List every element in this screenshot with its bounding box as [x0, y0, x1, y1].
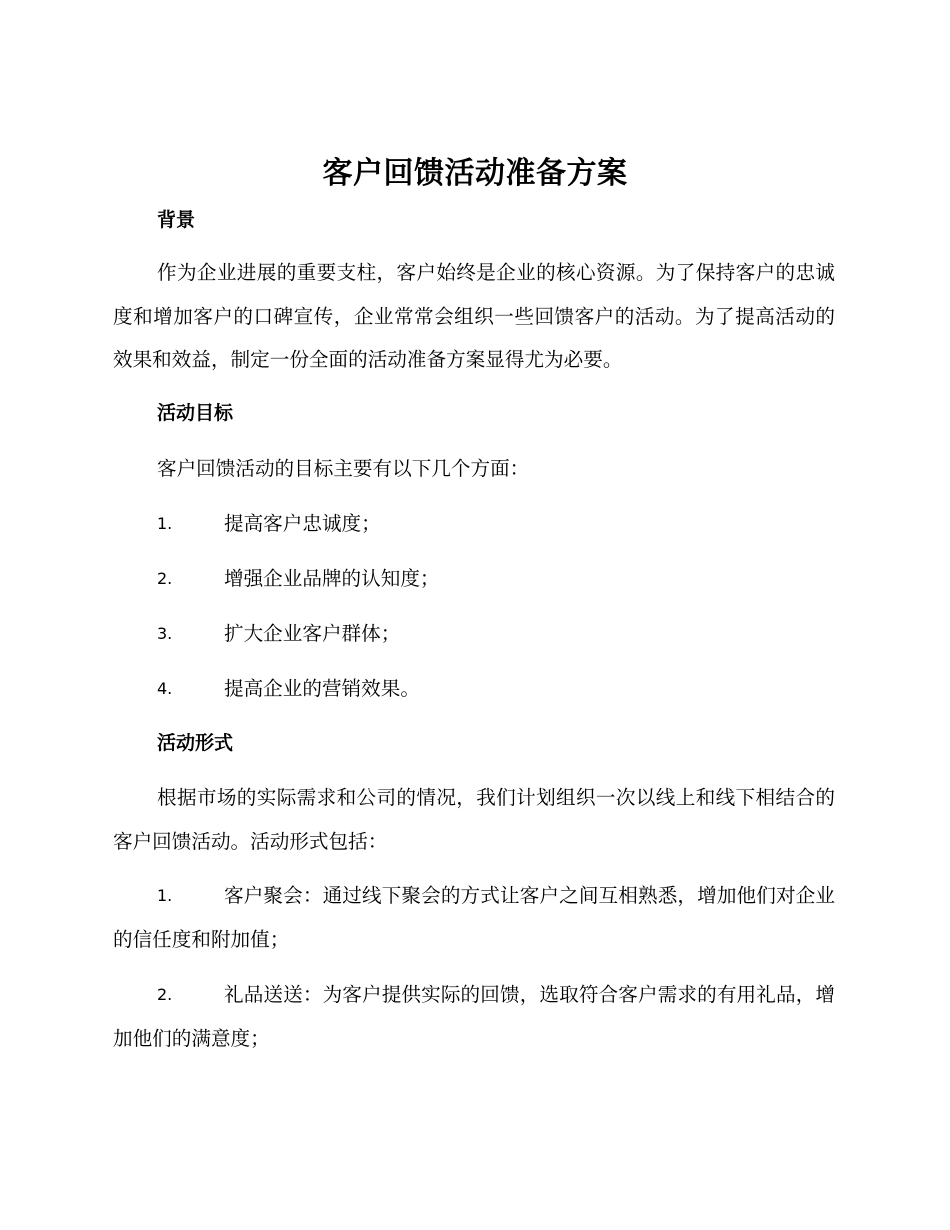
document-title: 客户回馈活动准备方案 [322, 156, 628, 191]
section-heading-format: 活动形式 [157, 732, 234, 754]
list-item-text: 增强企业品牌的认知度； [224, 567, 440, 590]
section-heading-goals: 活动目标 [157, 402, 234, 424]
list-item-text: 提高客户忠诚度； [224, 512, 381, 535]
goals-list-item [113, 557, 835, 601]
list-item-number: 2. [157, 985, 173, 1004]
goals-intro-paragraph: 客户回馈活动的目标主要有以下几个方面： [157, 457, 530, 480]
list-item-number: 4. [157, 679, 173, 698]
goals-list-item [113, 502, 835, 546]
format-list-item [113, 973, 835, 1060]
background-paragraph: 作为企业进展的重要支柱，客户始终是企业的核心资源。为了保持客户的忠诚度和增加客户的口碑宣传，企业常常会组织一些回馈客户的活动。为了提高活动的效果和效益，制定一份全面的活动准备方案显得尤为必要。 [113, 261, 835, 371]
list-item-text: 客户聚会：通过线下聚会的方式让客户之间互相熟悉，增加他们对企业的信任度和附加值； [113, 884, 835, 951]
goals-list-item [113, 667, 835, 711]
list-item-number: 3. [157, 624, 173, 643]
format-intro-paragraph: 根据市场的实际需求和公司的情况，我们计划组织一次以线上和线下相结合的客户回馈活动。活动形式包括： [113, 786, 835, 853]
list-item-number: 1. [157, 514, 173, 533]
list-item-text: 礼品送送：为客户提供实际的回馈，选取符合客户需求的有用礼品，增加他们的满意度； [113, 983, 835, 1050]
section-heading-background: 背景 [157, 209, 196, 231]
goals-list-item [113, 612, 835, 656]
list-item-number: 1. [157, 886, 173, 905]
format-list-item [113, 874, 835, 961]
list-item-text: 扩大企业客户群体； [224, 622, 401, 645]
list-item-text: 提高企业的营销效果。 [224, 677, 420, 700]
list-item-number: 2. [157, 569, 173, 588]
